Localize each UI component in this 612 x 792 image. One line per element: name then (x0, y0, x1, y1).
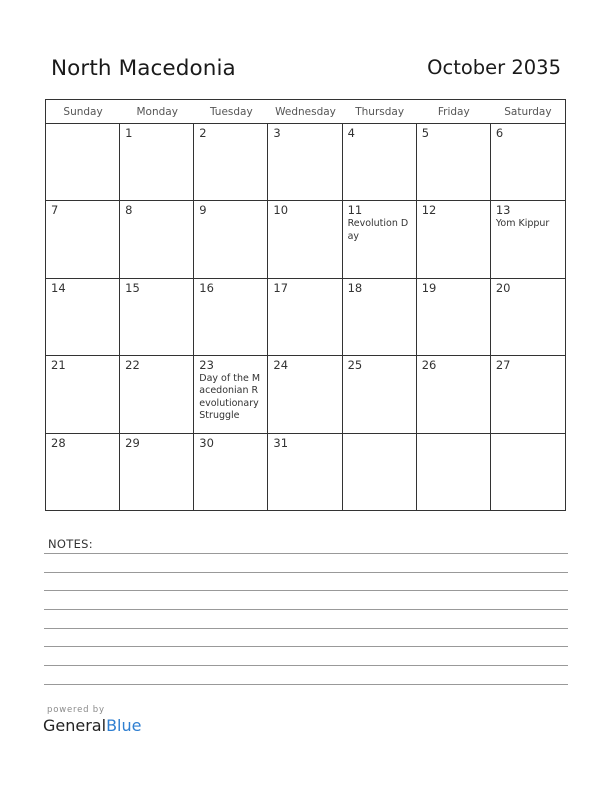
generalblue-logo (43, 716, 141, 735)
notes-label: NOTES: (48, 537, 93, 551)
day-number: 16 (199, 280, 214, 295)
holiday-label: Yom Kippur (495, 218, 550, 230)
day-cell (417, 124, 491, 201)
month-year-title: October 2035 (427, 56, 561, 79)
day-number: 30 (199, 435, 214, 450)
calendar-grid (45, 99, 566, 511)
day-number: 7 (51, 203, 59, 218)
weekday-label: Friday (437, 106, 470, 118)
day-cell (491, 279, 565, 356)
day-number: 26 (421, 358, 437, 373)
day-cell (343, 124, 417, 201)
note-line (44, 572, 568, 573)
day-cell (120, 201, 194, 278)
day-number: 19 (421, 280, 437, 295)
day-cell (194, 356, 268, 433)
day-number: 25 (347, 358, 363, 373)
logo-text-general: General (43, 716, 107, 735)
weekday-label: Monday (136, 106, 178, 118)
day-cell (343, 279, 417, 356)
holiday-label: Revolution Day (347, 218, 409, 242)
day-number: 21 (51, 358, 66, 373)
day-number: 1 (125, 126, 133, 140)
day-cell (491, 434, 565, 511)
weekday-label: Tuesday (209, 106, 253, 118)
day-number: 14 (51, 280, 66, 295)
powered-by-text: powered by (47, 705, 105, 715)
day-cell (268, 279, 342, 356)
weekday-label: Sunday (63, 106, 103, 118)
day-number: 3 (273, 126, 281, 140)
day-number: 12 (421, 203, 437, 218)
day-number: 9 (199, 203, 207, 218)
day-cell (46, 124, 120, 201)
day-cell (417, 434, 491, 511)
day-cell (46, 201, 120, 278)
day-cell (417, 356, 491, 433)
logo-text-blue: Blue (106, 716, 142, 735)
day-number: 13 (495, 203, 511, 218)
weekday-label: Thursday (355, 106, 405, 118)
note-line (44, 628, 568, 629)
day-number: 2 (199, 126, 207, 140)
day-cell (417, 201, 491, 278)
day-cell (120, 279, 194, 356)
day-number: 15 (125, 280, 140, 295)
day-number: 22 (125, 358, 140, 373)
day-number: 24 (273, 358, 289, 373)
day-cell (194, 279, 268, 356)
day-cell (194, 201, 268, 278)
day-cell (343, 434, 417, 511)
holiday-label: Day of the Macedonian Revolutionary Struggle (199, 373, 261, 422)
day-cell (46, 434, 120, 511)
day-cell (268, 434, 342, 511)
day-cell (268, 124, 342, 201)
weekday-label: Saturday (504, 106, 552, 118)
day-cell (268, 356, 342, 433)
day-cell (417, 279, 491, 356)
day-number: 20 (495, 280, 511, 295)
day-cell (194, 124, 268, 201)
day-cell (194, 434, 268, 511)
day-cell (491, 201, 565, 278)
day-cell (46, 279, 120, 356)
note-line (44, 684, 568, 685)
day-cell (46, 356, 120, 433)
day-number: 11 (347, 203, 363, 218)
day-cell (120, 124, 194, 201)
day-number: 28 (51, 435, 66, 450)
day-cell (491, 124, 565, 201)
country-title: North Macedonia (51, 56, 236, 81)
day-number: 4 (347, 126, 355, 140)
day-number: 10 (273, 203, 289, 218)
note-line (44, 553, 568, 554)
day-cell (343, 201, 417, 278)
note-line (44, 646, 568, 647)
day-number: 31 (273, 435, 289, 450)
note-line (44, 590, 568, 591)
day-grid (46, 124, 565, 511)
weekday-label: Wednesday (275, 106, 336, 118)
day-cell (120, 356, 194, 433)
note-line (44, 665, 568, 666)
day-number: 17 (273, 280, 289, 295)
day-number: 23 (199, 358, 214, 373)
day-number: 8 (125, 203, 133, 218)
day-number: 29 (125, 435, 140, 450)
day-number: 6 (495, 126, 504, 140)
weekday-header (46, 100, 565, 124)
day-cell (120, 434, 194, 511)
day-cell (491, 356, 565, 433)
day-number: 18 (347, 280, 363, 295)
day-cell (343, 356, 417, 433)
note-line (44, 609, 568, 610)
day-number: 5 (421, 126, 430, 140)
day-number: 27 (495, 358, 511, 373)
day-cell (268, 201, 342, 278)
